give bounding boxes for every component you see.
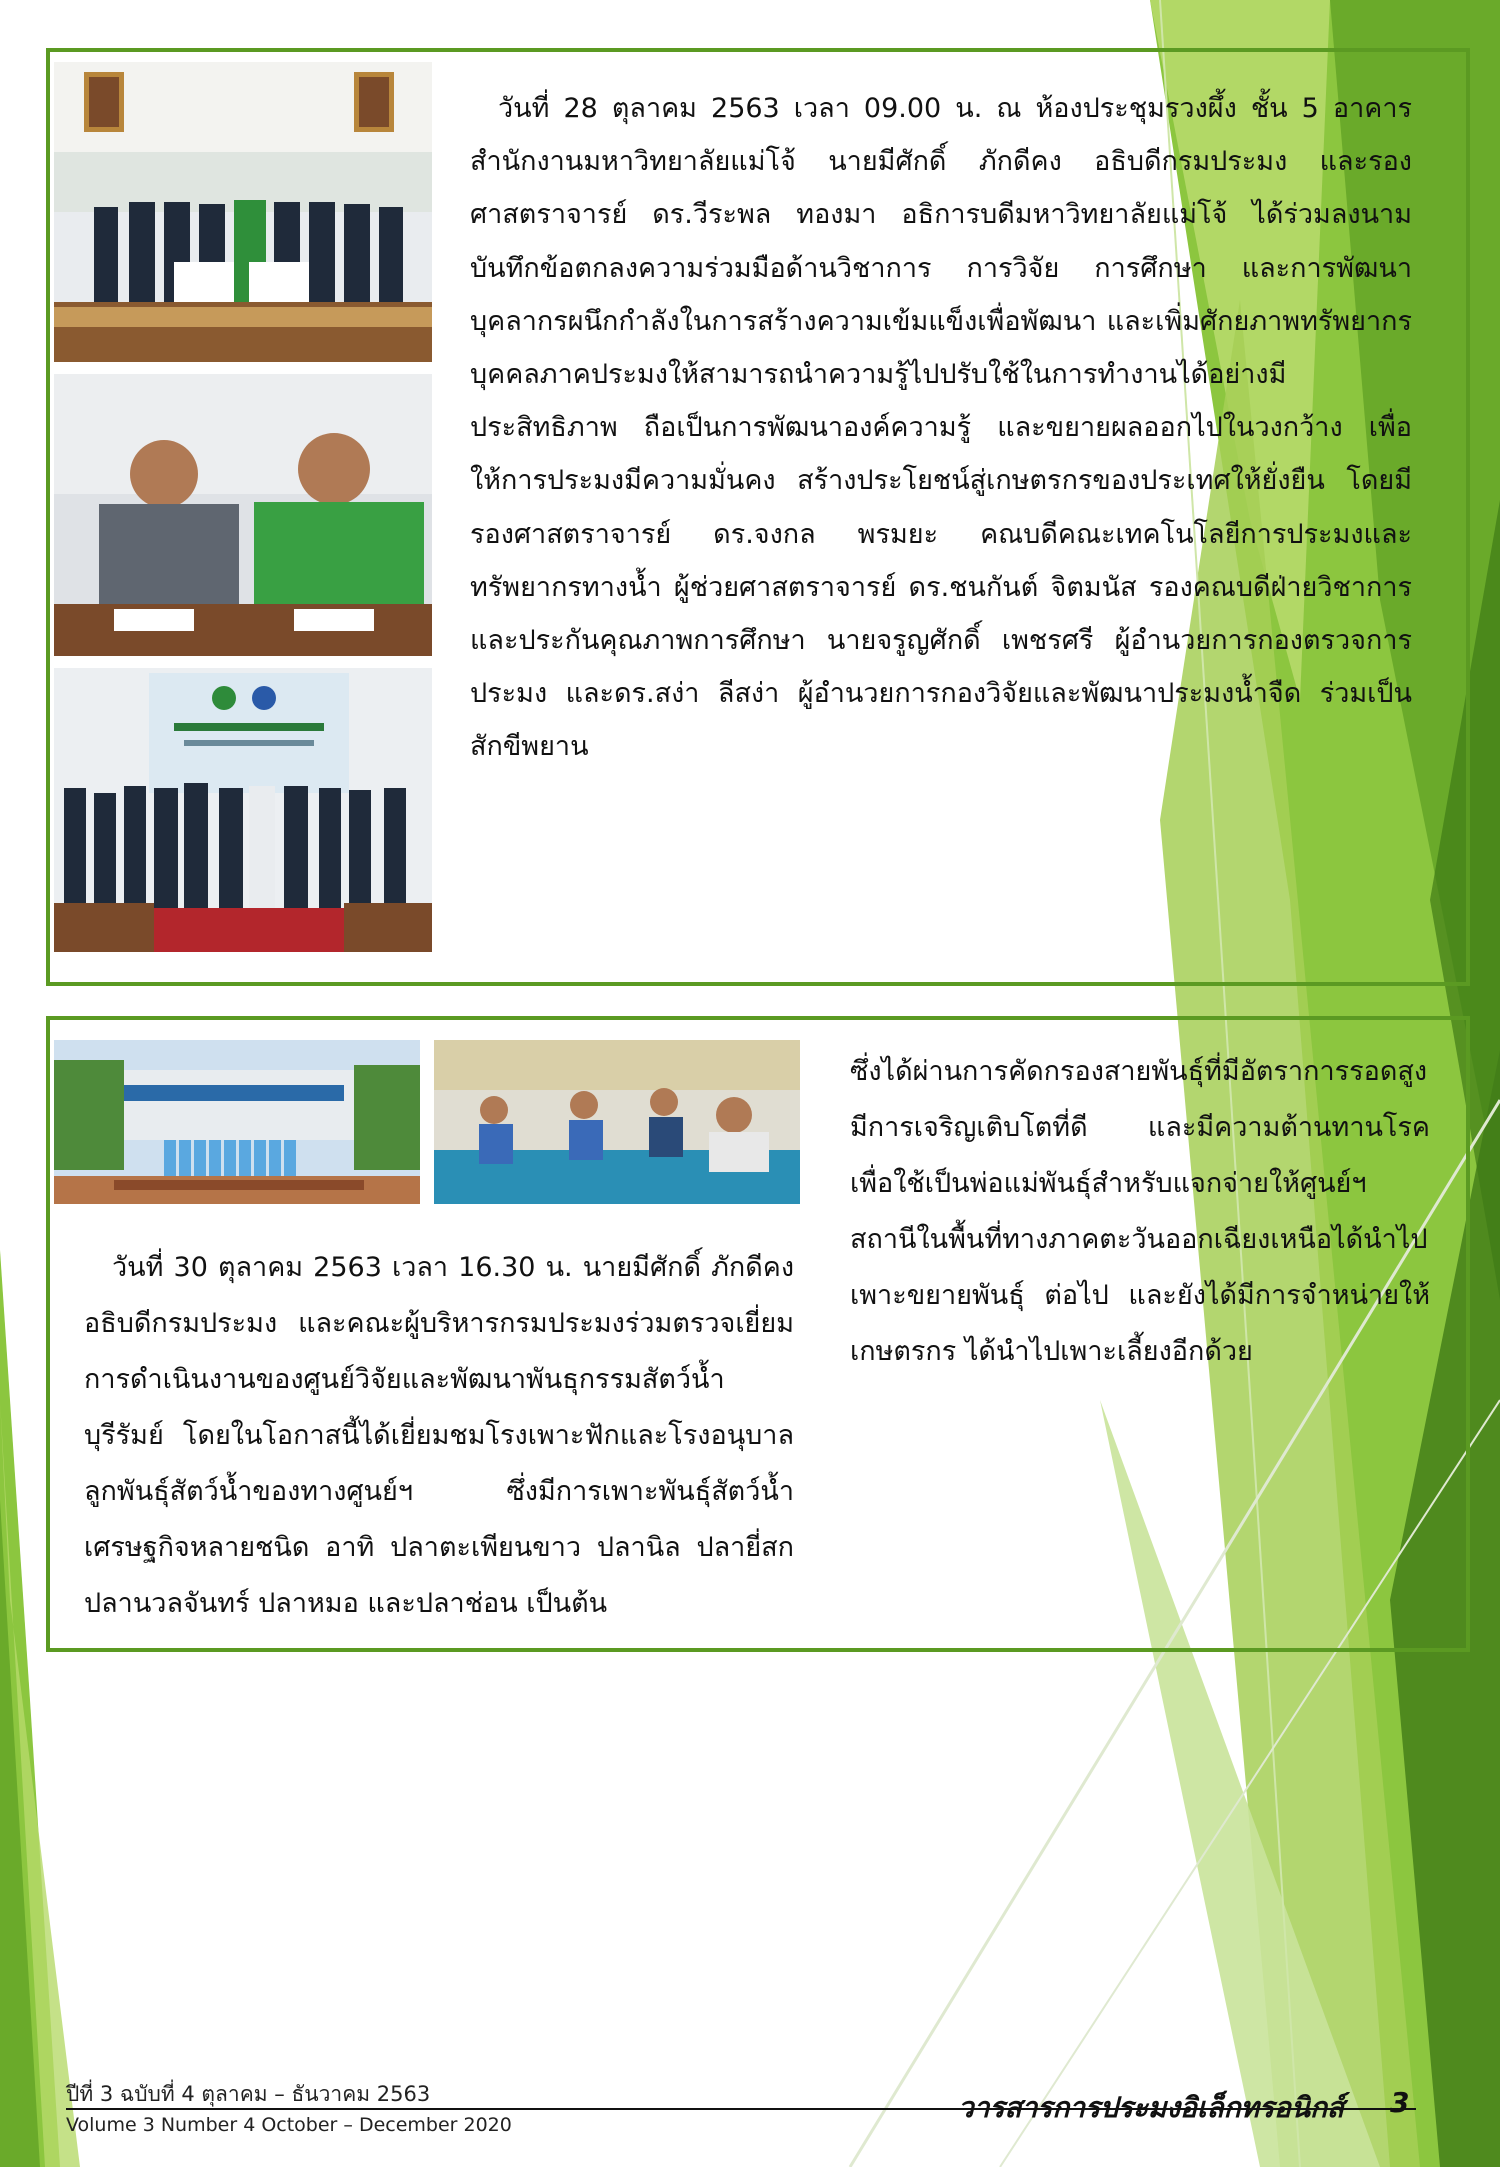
photo-mou-group (54, 62, 432, 362)
photo-mou-signing (54, 374, 432, 656)
article-1-text (470, 82, 1412, 774)
photo-research-center-building (54, 1040, 420, 1204)
footer-issue-english: Volume 3 Number 4 October – December 2020 (66, 2114, 512, 2136)
article-2-right-paragraph: ซึ่งได้ผ่านการคัดกรองสายพันธุ์ที่มีอัตราการรอดสูง มีการเจริญเติบโตที่ดี และมีความต้านทานโรค เพื่อใช้เป็นพ่อแม่พันธุ์สำหรับแจกจ่ายให้ศูนย์ฯ สถานีในพื้นที่ทางภาคตะวันออกเฉียงเหนือได้นำไป เพาะขยายพันธุ์ ต่อไป และยังได้มีการจำหน่ายให้เกษตรกร ได้นำไปเพาะเลี้ยงอีกด้วย (850, 1056, 1430, 1367)
article-2-right-text (850, 1044, 1430, 1380)
article-2-left-paragraph: วันที่ 30 ตุลาคม 2563 เวลา 16.30 น. นายมีศักดิ์ ภักดีคง อธิบดีกรมประมง และคณะผู้บริหารกรมประมงร่วมตรวจเยี่ยมการดำเนินงานของศูนย์วิจัยและพัฒนาพันธุกรรมสัตว์น้ำบุรีรัมย์ โดยในโอกาสนี้ได้เยี่ยมชมโรงเพาะฟักและโรงอนุบาลลูกพันธุ์สัตว์น้ำของทางศูนย์ฯ ซึ่งมีการเพาะพันธุ์สัตว์น้ำเศรษฐกิจหลายชนิด อาทิ ปลาตะเพียนขาว ปลานิล ปลายี่สก ปลานวลจันทร์ ปลาหมอ และปลาช่อน เป็นต้น (84, 1252, 794, 1619)
photo-mou-ceremony (54, 668, 432, 952)
article-2-left-text (84, 1240, 794, 1632)
footer-journal-title: วารสารการประมงอิเล็กทรอนิกส์ (958, 2091, 1345, 2124)
footer-issue-thai: ปีที่ 3 ฉบับที่ 4 ตุลาคม – ธันวาคม 2563 (66, 2082, 431, 2106)
footer-page-number: 3 (1390, 2086, 1410, 2119)
photo-hatchery-visit (434, 1040, 800, 1204)
article-1-paragraph: วันที่ 28 ตุลาคม 2563 เวลา 09.00 น. ณ ห้องประชุมรวงผึ้ง ชั้น 5 อาคารสำนักงานมหาวิทยาลัยแม่โจ้ นายมีศักดิ์ ภักดีคง อธิบดีกรมประมง และรองศาสตราจารย์ ดร.วีระพล ทองมา อธิการบดีมหาวิทยาลัยแม่โจ้ ได้ร่วมลงนามบันทึกข้อตกลงความร่วมมือด้านวิชาการ การวิจัย การศึกษา และการพัฒนาบุคลากรผนึกกำลังในการสร้างความเข้มแข็งเพื่อพัฒนา และเพิ่มศักยภาพทรัพยากรบุคคลภาคประมงให้สามารถนำความรู้ไปปรับใช้ในการทำงานได้อย่างมีประสิทธิภาพ ถือเป็นการพัฒนาองค์ความรู้ และขยายผลออกไปในวงกว้าง เพื่อให้การประมงมีความมั่นคง สร้างประโยชน์สู่เกษตรกรของประเทศให้ยั่งยืน โดยมีรองศาสตราจารย์ ดร.จงกล พรมยะ คณบดีคณะเทคโนโลยีการประมงและทรัพยากรทางน้ำ ผู้ช่วยศาสตราจารย์ ดร.ชนกันต์ จิตมนัส รองคณบดีฝ่ายวิชาการและประกันคุณภาพการศึกษา นายจรูญศักดิ์ เพชรศรี ผู้อำนวยการกองตรวจการประมง และดร.สง่า ลีสง่า ผู้อำนวยการกองวิจัยและพัฒนาประมงน้ำจืด ร่วมเป็นสักขีพยาน (470, 93, 1412, 763)
